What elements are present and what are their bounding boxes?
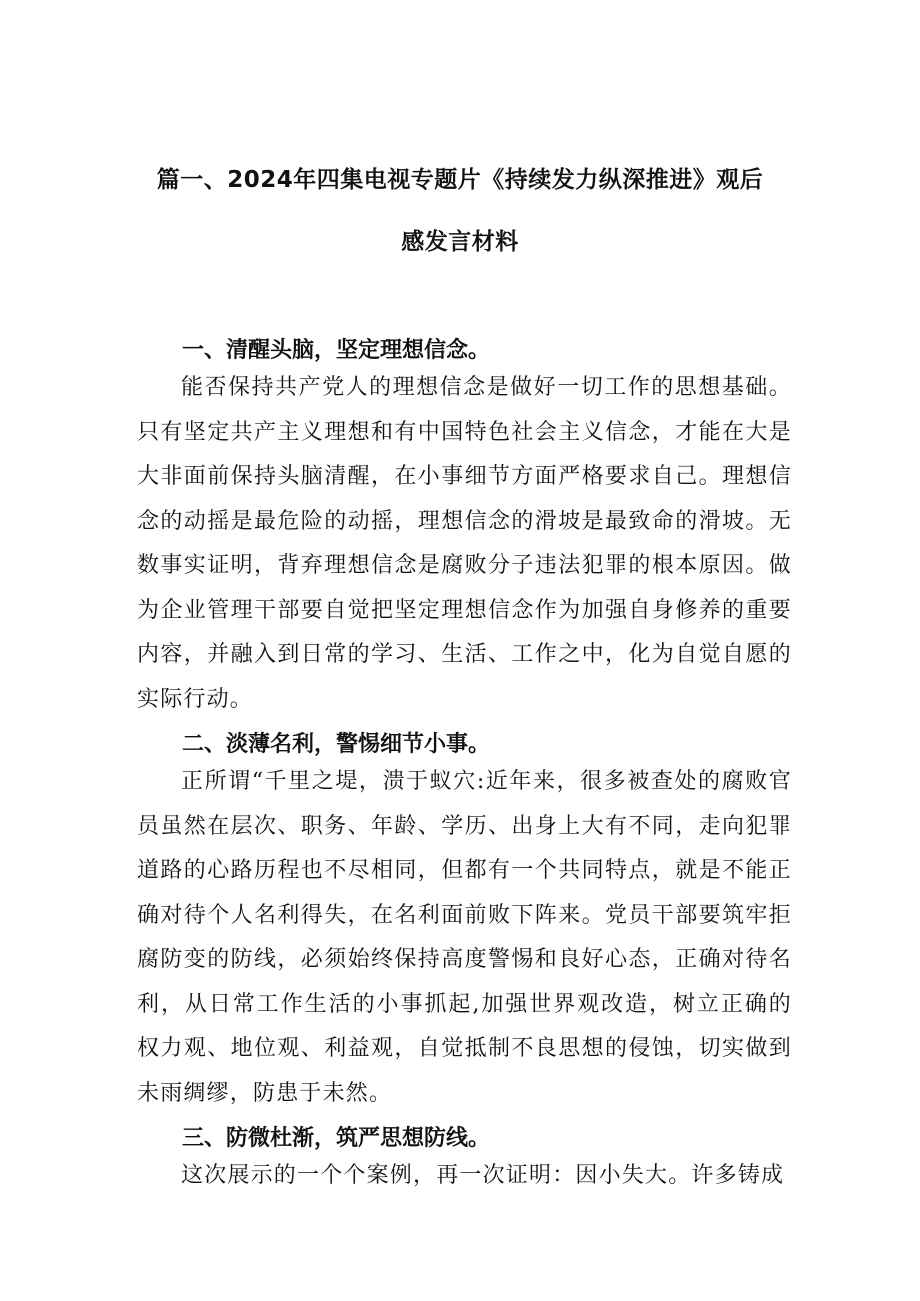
section-paragraph-2: 正所谓“千里之堤，溃于蚁穴:近年来，很多被查处的腐败官员虽然在层次、职务、年龄、学历、出身上大有不同，走向犯罪道路的心路历程也不尽相同，但都有一个共同特点，就是不能正确对待个人名利得失，在名利面前败下阵来。党员干部要筑牢拒腐防变的防线，必须始终保持高度警惕和良好心态，正确对待名利，从日常工作生活的小事抓起,加强世界观改造，树立正确的权力观、地位观、利益观，自觉抵制不良思想的侵蚀，切实做到未雨绸缪，防患于未然。 [137,769,792,1106]
document-title-line-1: 篇一、2024年四集电视专题片《持续发力纵深推进》观后 [156,167,764,193]
section-paragraph-1: 能否保持共产党人的理想信念是做好一切工作的思想基础。只有坚定共产主义理想和有中国特色社会主义信念，才能在大是大非面前保持头脑清醒，在小事细节方面严格要求自己。理想信念的动摇是最危险的动摇，理想信念的滑坡是最致命的滑坡。无数事实证明，背弃理想信念是腐败分子违法犯罪的根本原因。做为企业管理干部要自觉把坚定理想信念作为加强自身修养的重要内容，并融入到日常的学习、生活、工作之中，化为自觉自愿的实际行动。 [137,375,792,712]
section-heading-3: 三、防微杜渐，筑严思想防线。 [182,1126,491,1151]
section-heading-1: 一、清醒头脑，坚定理想信念。 [182,338,491,363]
section-heading-2: 二、淡薄名利，警惕细节小事。 [182,732,491,757]
section-paragraph-3: 这次展示的一个个案例，再一次证明：因小失大。许多铸成 [181,1163,785,1188]
document-title-line-2: 感发言材料 [401,229,519,255]
